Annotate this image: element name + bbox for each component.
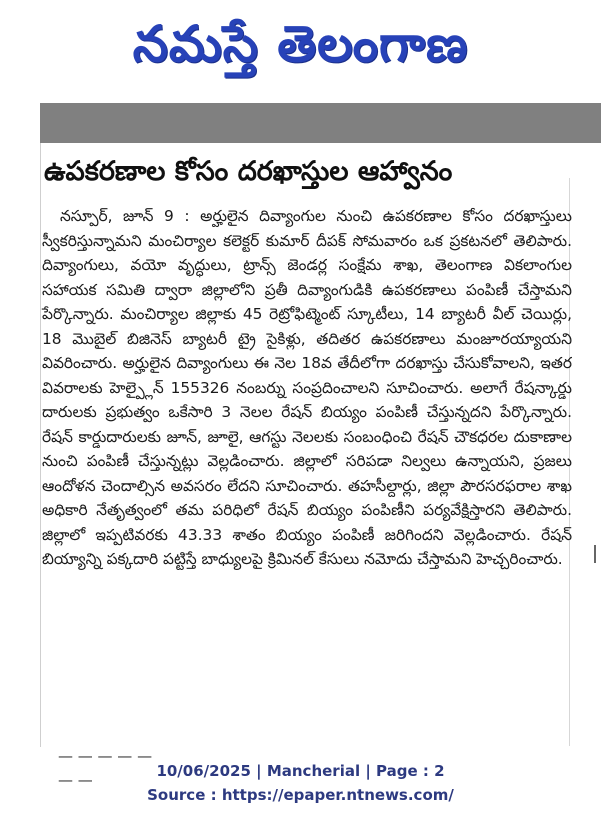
masthead	[0, 0, 601, 100]
article-body: నస్పూర్, జూన్ 9 : అర్హులైన దివ్యాంగుల నుంచి ఉపకరణాల కోసం దరఖాస్తులు స్వీకరిస్తున్నామని మంచిర్యాల కలెక్టర్ కుమార్ దీపక్ సోమవారం ఒక ప్రకటనలో తెలిపారు. దివ్యాంగులు, వయో వృద్ధులు, ట్రాన్స్ జెండర్ల సంక్షేమ శాఖ, తెలంగాణ వికలాంగుల సహాయక సమితి ద్వారా జిల్లాలోని ప్రతీ దివ్యాంగుడికి ఉపకరణాలు పంపిణీ చేస్తామని పేర్కొన్నారు. మంచిర్యాల జిల్లాకు 45 రెట్రోఫిట్మెంట్ స్కూటీలు, 14 బ్యాటరీ వీల్ చెయిర్లు, 18 మొబైల్ బిజినెస్ బ్యాటరీ ట్రై సైకిళ్లు, తదితర ఉపకరణాలు మంజూరయ్యాయని వివరించారు. అర్హులైన దివ్యాంగులు ఈ నెల 18వ తేదీలోగా దరఖాస్తు చేసుకోవాలని, ఇతర వివరాలకు హెల్ప్లైన్ 155326 నంబర్ను సంప్రదించాలని సూచించారు. అలాగే రేషన్కార్డు దారులకు ప్రభుత్వం ఒకేసారి 3 నెలల రేషన్ బియ్యం పంపిణీ చేస్తున్నదని పేర్కొన్నారు. రేషన్ కార్డుదారులకు జూన్, జూలై, ఆగస్టు నెలలకు సంబంధించి రేషన్ చౌకధరల దుకాణాల నుంచి పంపిణీ చేస్తున్నట్లు వెల్లడించారు. జిల్లాలో సరిపడా నిల్వలు ఉన్నాయని, ప్రజలు ఆందోళన చెందాల్సిన అవసరం లేదని సూచించారు. తహసీల్దార్లు, జిల్లా పౌరసరఫరాల శాఖ అధికారి నేతృత్వంలో తమ పరిధిలో రేషన్ బియ్యం పంపిణీని పర్యవేక్షిస్తారని తెలిపారు. జిల్లాలో ఇప్పటివరకు 43.33 శాతం బియ్యం పంపిణీ జరిగిందని వెల్లడించారు. రేషన్ బియ్యాన్ని పక్కదారి పట్టిస్తే బాధ్యులపై క్రిమినల్ కేసులు నమోదు చేస్తామని హెచ్చరించారు.	[42, 207, 572, 568]
footer-source	[0, 786, 601, 804]
adjacent-column-edge	[594, 545, 600, 563]
article-headline: ఉపకరణాల కోసం దరఖాస్తుల ఆహ్వానం	[44, 156, 453, 187]
page-number: Page : 2	[376, 762, 445, 780]
header-band	[40, 103, 601, 143]
footer-edition-info	[0, 762, 601, 780]
source-link[interactable]: https://epaper.ntnews.com/	[221, 786, 454, 804]
separator: |	[250, 762, 267, 780]
newspaper-logo: నమస్తే తెలంగాణ	[132, 14, 469, 73]
source-label: Source :	[147, 786, 222, 804]
next-article-fragment: — — — — — — —	[58, 747, 153, 789]
edition-date: 10/06/2025	[156, 762, 251, 780]
separator: |	[360, 762, 377, 780]
edition-name: Mancherial	[266, 762, 361, 780]
